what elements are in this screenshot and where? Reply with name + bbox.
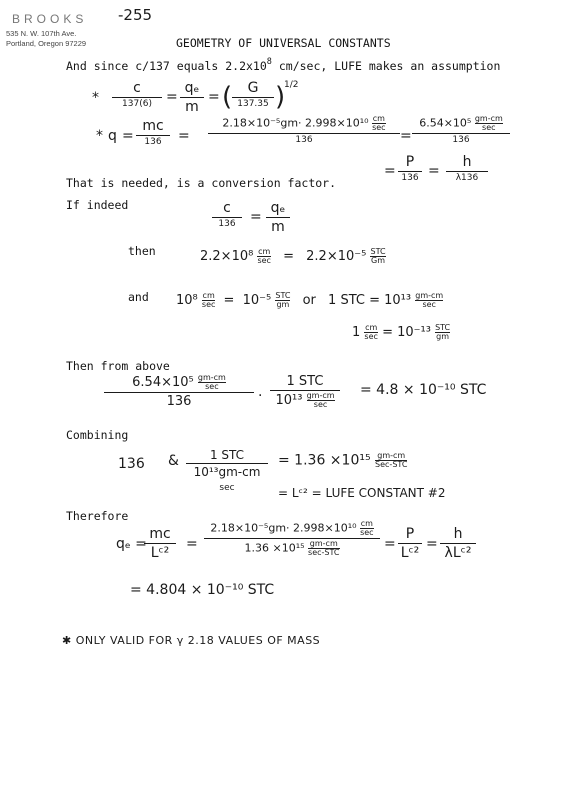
- and-lhs-bot: sec: [201, 300, 216, 309]
- and-rhs2-bot: sec: [364, 332, 378, 341]
- th-num: 2.18×10⁻⁵gm· 2.998×10¹⁰: [210, 521, 357, 535]
- th-fraction-h: [440, 526, 476, 561]
- th-num-bot: sec: [360, 528, 374, 537]
- and-rhs2: 1: [352, 325, 361, 340]
- comb-den-bot: sec: [219, 483, 235, 493]
- th-hL: λLᶜ²: [444, 545, 472, 561]
- and-equals: =: [223, 293, 235, 308]
- if-indeed-label: If indeed: [66, 198, 129, 212]
- eq2-equals-3: =: [400, 128, 412, 144]
- from-fraction-stc: [270, 374, 340, 409]
- th-P: P: [405, 526, 415, 542]
- then-lhs-bot: sec: [257, 256, 271, 265]
- th-den-top: gm-cm: [309, 539, 338, 548]
- eq2-res-den: 136: [452, 135, 470, 145]
- therefore-label: Therefore: [66, 509, 129, 523]
- from-fraction-main: [104, 374, 254, 409]
- th-L: Lᶜ²: [150, 545, 170, 561]
- eq1-equals-2: =: [208, 89, 220, 105]
- comb-res-top: gm-cm: [377, 451, 406, 460]
- eq2-num: 2.18×10⁻⁵gm· 2.998×10¹⁰: [222, 116, 369, 130]
- eq2-fraction-result: [412, 115, 510, 145]
- th-fraction-mc: [144, 526, 176, 561]
- ifi-fraction-qe: [266, 200, 290, 235]
- ifi-equals: =: [250, 209, 262, 225]
- eq3-lam: λ136: [455, 173, 479, 183]
- eq1-power: 1/2: [284, 80, 299, 90]
- and-rhs2-ut: STC: [435, 323, 451, 332]
- th-num-top: cm: [360, 519, 373, 528]
- eq2-q: q: [108, 128, 117, 144]
- combining-label: Combining: [66, 428, 129, 442]
- eq2-res: 6.54×10⁵: [419, 116, 472, 130]
- intro-exponent: 8: [266, 57, 272, 67]
- th-fraction-P: [398, 526, 422, 561]
- ifi-fraction-c: [212, 200, 242, 229]
- eq1-paren-close: ): [275, 82, 286, 112]
- ifi-c: c: [223, 200, 231, 216]
- then-lhs: 2.2×10⁸: [200, 249, 254, 264]
- eq1-qe: qₑ: [184, 80, 200, 96]
- from-num-bot: sec: [205, 382, 219, 391]
- from-result: = 4.8 × 10⁻¹⁰ STC: [360, 382, 487, 398]
- ifi-m: m: [271, 219, 285, 235]
- then-lhs-group: [200, 248, 386, 265]
- eq2-fraction-mc: [136, 118, 170, 147]
- then-rhs: 2.2×10⁻⁵: [306, 249, 367, 264]
- eq2-fraction-num: [208, 115, 400, 145]
- and-or: or: [302, 293, 316, 308]
- then-from-above-label: Then from above: [66, 359, 170, 373]
- eq3-P: P: [405, 154, 415, 170]
- then-lhs-top: cm: [258, 247, 271, 256]
- comb-lufe-constant: = Lᶜ² = LUFE CONSTANT #2: [278, 486, 446, 500]
- and-lhs: 10⁸: [176, 293, 198, 308]
- eq3-h: h: [462, 154, 472, 170]
- and-lhs-top: cm: [202, 291, 215, 300]
- from-den: 136: [166, 394, 192, 409]
- eq2-res-unit-top: gm-cm: [474, 114, 503, 123]
- and-mid: 10⁻⁵: [242, 293, 272, 308]
- and-mid-top: STC: [275, 291, 291, 300]
- needed-line: That is needed, is a conversion factor.: [66, 176, 337, 190]
- eq1-Gden: 137.35: [237, 99, 269, 109]
- address-line-2: Portland, Oregon 97229: [6, 39, 87, 48]
- th-result: = 4.804 × 10⁻¹⁰ STC: [130, 582, 275, 598]
- page-number: -255: [118, 6, 153, 24]
- eq3-equals-2: =: [428, 163, 440, 179]
- th-PL: Lᶜ²: [400, 545, 420, 561]
- eq1-fraction-G: [232, 80, 274, 109]
- comb-num: 1 STC: [209, 448, 245, 462]
- eq2-equals-1: =: [122, 128, 134, 144]
- from-stc-den: 10¹³: [275, 393, 303, 408]
- and-rhs2-ub: gm: [436, 332, 450, 341]
- eq1-paren-open: (: [222, 82, 233, 112]
- intro-rest: cm/sec, LUFE makes an assumption: [271, 59, 501, 73]
- eq1-fraction-c: [112, 80, 162, 109]
- eq1-star: *: [92, 90, 99, 106]
- from-num: 6.54×10⁵: [132, 375, 194, 390]
- comb-den: 10¹³gm-cm: [193, 465, 261, 479]
- then-rhs-top: STC: [370, 247, 386, 256]
- th-mc: mc: [149, 526, 171, 542]
- and-rhs2-eq: = 10⁻¹³: [382, 325, 431, 340]
- and-rhs1-bot: sec: [422, 300, 436, 309]
- th-qe: qₑ =: [116, 536, 147, 552]
- eq2-num-unit-top: cm: [372, 114, 385, 123]
- comb-res-bot: Sec-STC: [375, 460, 408, 469]
- intro-text: And since c/137 equals 2.2x10: [66, 59, 267, 73]
- eq2-star: *: [96, 128, 103, 144]
- from-stc-num: 1 STC: [286, 374, 324, 389]
- eq2-res-unit-bot: sec: [482, 123, 496, 132]
- and-rhs1-top: gm-cm: [415, 291, 444, 300]
- eq1-c: c: [133, 80, 141, 96]
- eq3-fraction-P: [398, 154, 422, 183]
- eq2-num-den: 136: [295, 135, 313, 145]
- ifi-qe: qₑ: [270, 200, 286, 216]
- eq3-136: 136: [401, 173, 419, 183]
- letterhead-brand: BROOKS: [12, 12, 88, 26]
- address-line-1: 535 N. W. 107th Ave.: [6, 29, 77, 38]
- and-rhs1: 1 STC = 10¹³: [328, 293, 412, 308]
- and-label: and: [128, 290, 149, 304]
- eq1-G: G: [247, 80, 259, 96]
- th-den-bot: sec-STC: [308, 548, 340, 557]
- th-fraction-main: [204, 520, 380, 557]
- then-rhs-bot: Gm: [371, 256, 386, 265]
- eq1-fraction-qe: [180, 80, 204, 115]
- comb-result-group: [278, 452, 407, 469]
- from-dot: ·: [258, 388, 263, 404]
- eq2-equals-2: =: [178, 128, 190, 144]
- th-h: h: [453, 526, 463, 542]
- th-equals-2: =: [384, 536, 396, 552]
- footnote: ✱ ONLY VALID FOR γ 2.18 VALUES OF MASS: [62, 634, 321, 647]
- eq1-m: m: [185, 99, 199, 115]
- comb-amp: &: [168, 453, 179, 469]
- ifi-136: 136: [218, 219, 236, 229]
- then-label: then: [128, 244, 156, 258]
- document-title: GEOMETRY OF UNIVERSAL CONSTANTS: [176, 36, 391, 50]
- and-mid-bot: gm: [276, 300, 290, 309]
- from-stc-den-bot: sec: [313, 400, 328, 409]
- comb-fraction: [186, 448, 268, 493]
- comb-136: 136: [118, 456, 145, 472]
- from-num-top: gm-cm: [197, 373, 226, 382]
- then-equals: =: [283, 249, 295, 264]
- and-rhs2-group: [352, 324, 450, 341]
- eq1-equals-1: =: [166, 89, 178, 105]
- eq1-den: 137(6): [122, 99, 152, 109]
- and-rhs2-top: cm: [365, 323, 378, 332]
- th-equals-1: =: [186, 536, 198, 552]
- intro-line: [66, 59, 500, 73]
- eq3-equals-1: =: [384, 163, 396, 179]
- eq2-num-unit-bot: sec: [372, 123, 386, 132]
- eq3-fraction-h: [446, 154, 488, 183]
- th-equals-3: =: [426, 536, 438, 552]
- comb-res: = 1.36 ×10¹⁵: [278, 452, 371, 469]
- and-lhs-group: [176, 292, 443, 309]
- eq2-mc: mc: [142, 118, 164, 134]
- from-stc-den-top: gm-cm: [306, 391, 335, 400]
- eq2-den136: 136: [144, 137, 162, 147]
- th-den: 1.36 ×10¹⁵: [244, 541, 305, 555]
